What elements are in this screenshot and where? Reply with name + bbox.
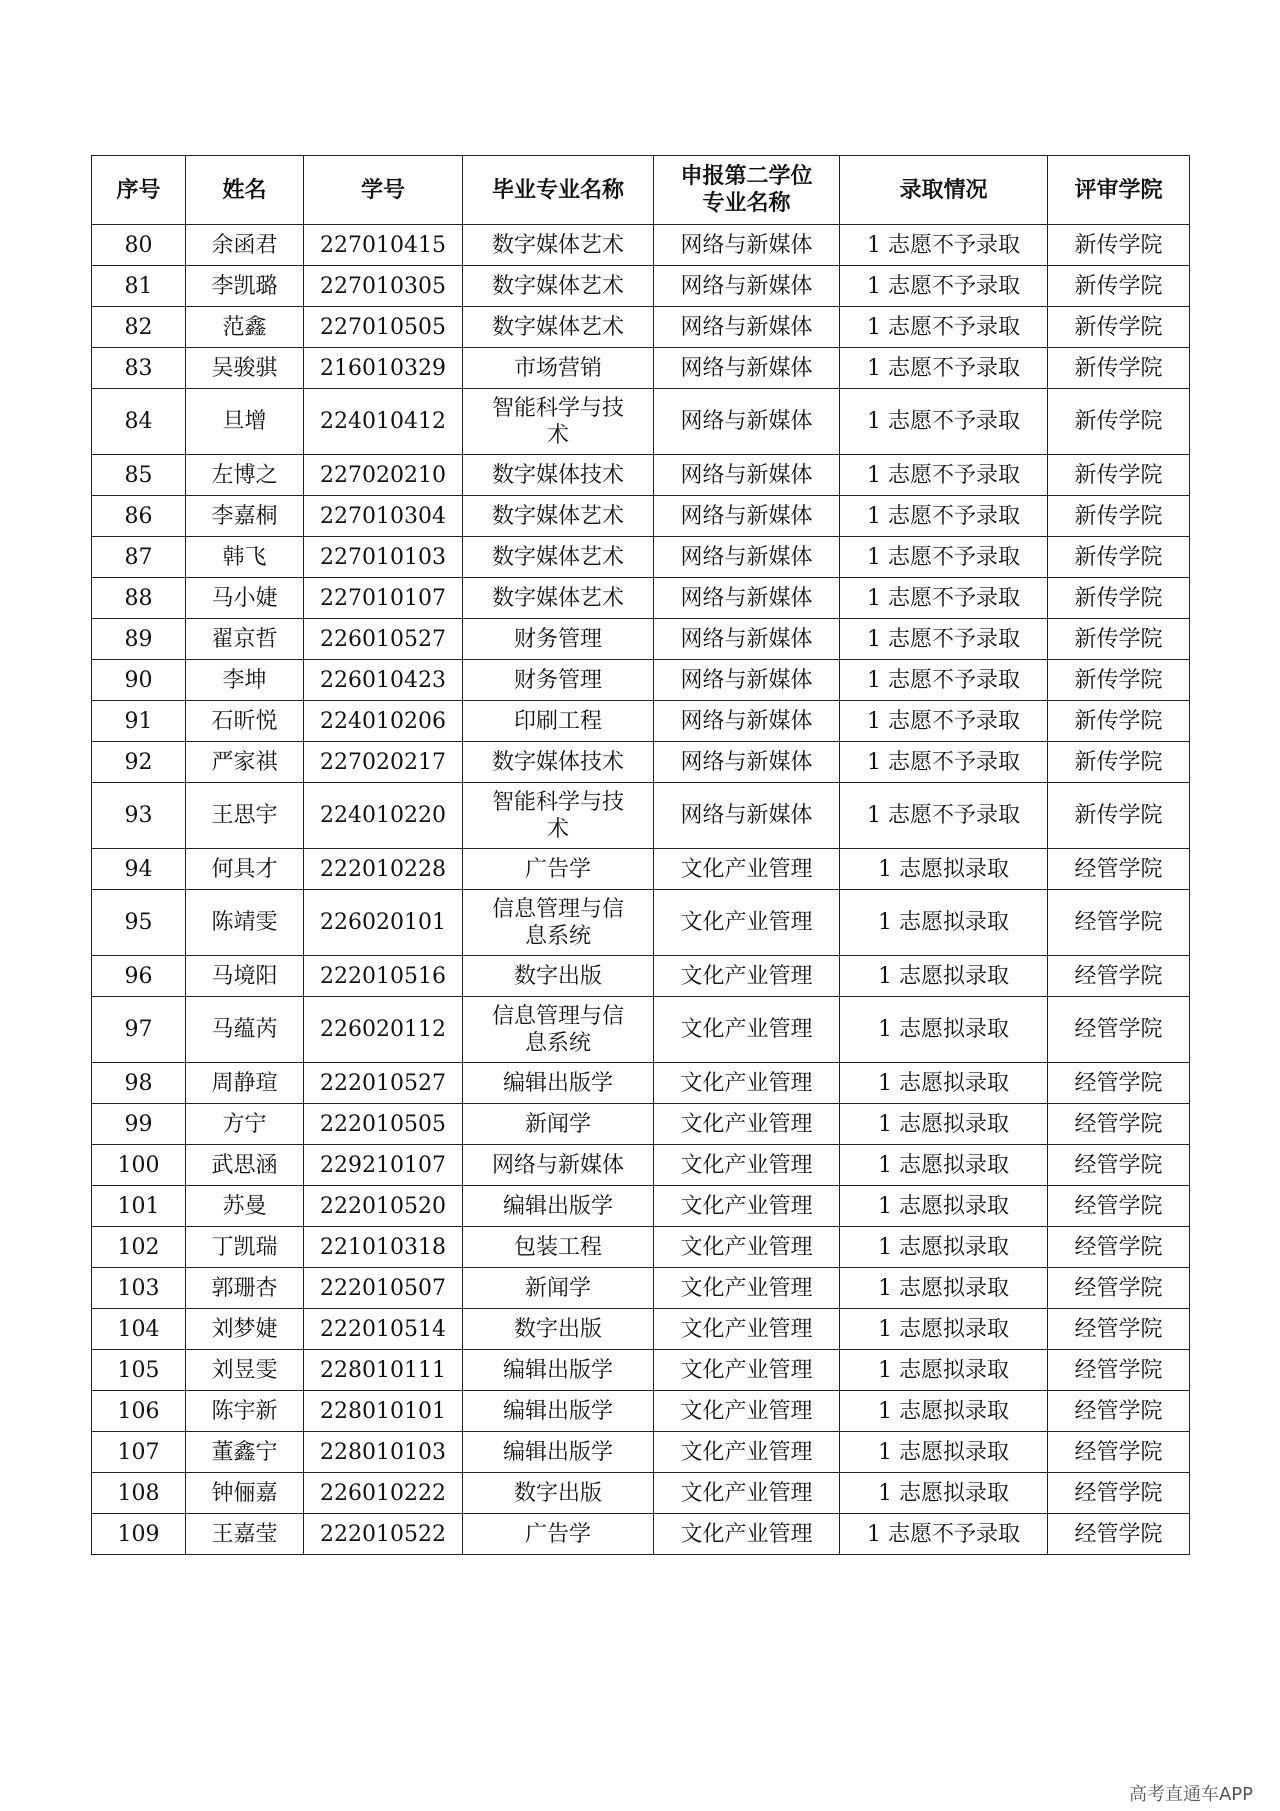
second-degree-major-cell: 网络与新媒体	[654, 496, 840, 537]
admission-status-cell: 1 志愿不予录取	[840, 660, 1048, 701]
index-cell: 96	[92, 956, 186, 997]
second-degree-major-cell: 文化产业管理	[654, 1473, 840, 1514]
table-row	[92, 890, 1190, 956]
index-cell: 105	[92, 1350, 186, 1391]
index-cell: 103	[92, 1268, 186, 1309]
admission-status-cell: 1 志愿不予录取	[840, 455, 1048, 496]
grad-major-cell: 数字媒体艺术	[463, 307, 654, 348]
admission-status-cell: 1 志愿拟录取	[840, 1227, 1048, 1268]
table-row	[92, 1104, 1190, 1145]
student-id-cell: 226010423	[304, 660, 463, 701]
index-cell: 80	[92, 225, 186, 266]
name-cell: 郭珊杏	[186, 1268, 304, 1309]
second-degree-major-cell: 网络与新媒体	[654, 266, 840, 307]
name-cell: 周静瑄	[186, 1063, 304, 1104]
review-college-cell: 经管学院	[1048, 1063, 1190, 1104]
index-cell: 83	[92, 348, 186, 389]
admission-status-cell: 1 志愿拟录取	[840, 1063, 1048, 1104]
index-cell: 107	[92, 1432, 186, 1473]
review-college-cell: 经管学院	[1048, 1514, 1190, 1555]
table-row	[92, 997, 1190, 1063]
second-degree-major-cell: 网络与新媒体	[654, 578, 840, 619]
name-cell: 马小婕	[186, 578, 304, 619]
table-row	[92, 348, 1190, 389]
index-cell: 104	[92, 1309, 186, 1350]
student-id-cell: 227010107	[304, 578, 463, 619]
index-cell: 108	[92, 1473, 186, 1514]
review-college-cell: 新传学院	[1048, 455, 1190, 496]
table-row	[92, 455, 1190, 496]
name-cell: 王嘉莹	[186, 1514, 304, 1555]
second-degree-major-cell: 文化产业管理	[654, 1268, 840, 1309]
admission-status-cell: 1 志愿不予录取	[840, 1514, 1048, 1555]
grad-major-cell: 数字媒体技术	[463, 455, 654, 496]
index-cell: 93	[92, 783, 186, 849]
admission-status-cell: 1 志愿拟录取	[840, 1350, 1048, 1391]
grad-major-cell: 数字出版	[463, 1309, 654, 1350]
index-cell: 99	[92, 1104, 186, 1145]
grad-major-cell: 市场营销	[463, 348, 654, 389]
review-college-cell: 新传学院	[1048, 742, 1190, 783]
name-cell: 方宁	[186, 1104, 304, 1145]
name-cell: 马境阳	[186, 956, 304, 997]
admission-status-cell: 1 志愿拟录取	[840, 1145, 1048, 1186]
student-id-cell: 224010220	[304, 783, 463, 849]
review-college-cell: 经管学院	[1048, 1473, 1190, 1514]
table-row	[92, 307, 1190, 348]
name-cell: 刘梦婕	[186, 1309, 304, 1350]
index-cell: 100	[92, 1145, 186, 1186]
admission-status-cell: 1 志愿拟录取	[840, 1391, 1048, 1432]
index-cell: 106	[92, 1391, 186, 1432]
second-degree-major-cell: 文化产业管理	[654, 1145, 840, 1186]
name-cell: 李嘉桐	[186, 496, 304, 537]
grad-major-cell: 新闻学	[463, 1268, 654, 1309]
second-degree-major-cell: 文化产业管理	[654, 1432, 840, 1473]
student-id-cell: 226010527	[304, 619, 463, 660]
admission-status-cell: 1 志愿不予录取	[840, 701, 1048, 742]
review-college-cell: 新传学院	[1048, 389, 1190, 455]
second-degree-major-cell: 网络与新媒体	[654, 455, 840, 496]
admission-status-cell: 1 志愿不予录取	[840, 783, 1048, 849]
student-id-cell: 222010522	[304, 1514, 463, 1555]
table-row	[92, 660, 1190, 701]
student-id-cell: 222010516	[304, 956, 463, 997]
name-cell: 董鑫宁	[186, 1432, 304, 1473]
index-cell: 87	[92, 537, 186, 578]
name-cell: 武思涵	[186, 1145, 304, 1186]
header-col-admission-status: 录取情况	[840, 156, 1048, 225]
admission-status-cell: 1 志愿拟录取	[840, 997, 1048, 1063]
review-college-cell: 经管学院	[1048, 1309, 1190, 1350]
grad-major-cell: 广告学	[463, 1514, 654, 1555]
table-body	[92, 225, 1190, 1555]
admission-status-cell: 1 志愿拟录取	[840, 849, 1048, 890]
table-row	[92, 956, 1190, 997]
student-id-cell: 227020210	[304, 455, 463, 496]
table-row	[92, 701, 1190, 742]
admission-status-cell: 1 志愿不予录取	[840, 266, 1048, 307]
admission-status-cell: 1 志愿拟录取	[840, 1268, 1048, 1309]
index-cell: 82	[92, 307, 186, 348]
student-id-cell: 216010329	[304, 348, 463, 389]
second-degree-major-cell: 网络与新媒体	[654, 742, 840, 783]
second-degree-major-cell: 文化产业管理	[654, 849, 840, 890]
grad-major-cell: 智能科学与技 术	[463, 389, 654, 455]
grad-major-cell: 数字出版	[463, 1473, 654, 1514]
second-degree-major-cell: 网络与新媒体	[654, 701, 840, 742]
student-id-cell: 222010520	[304, 1186, 463, 1227]
second-degree-major-cell: 文化产业管理	[654, 1309, 840, 1350]
grad-major-cell: 编辑出版学	[463, 1350, 654, 1391]
student-id-cell: 222010514	[304, 1309, 463, 1350]
name-cell: 刘昱雯	[186, 1350, 304, 1391]
grad-major-cell: 财务管理	[463, 660, 654, 701]
table-header-row	[92, 156, 1190, 225]
second-degree-major-cell: 网络与新媒体	[654, 537, 840, 578]
grad-major-cell: 智能科学与技 术	[463, 783, 654, 849]
admission-status-cell: 1 志愿不予录取	[840, 496, 1048, 537]
review-college-cell: 新传学院	[1048, 537, 1190, 578]
table-row	[92, 1309, 1190, 1350]
index-cell: 81	[92, 266, 186, 307]
grad-major-cell: 数字媒体艺术	[463, 578, 654, 619]
grad-major-cell: 数字媒体艺术	[463, 496, 654, 537]
name-cell: 丁凯瑞	[186, 1227, 304, 1268]
table-row	[92, 1391, 1190, 1432]
review-college-cell: 经管学院	[1048, 1145, 1190, 1186]
student-id-cell: 227010415	[304, 225, 463, 266]
header-col-name: 姓名	[186, 156, 304, 225]
student-id-cell: 228010103	[304, 1432, 463, 1473]
index-cell: 109	[92, 1514, 186, 1555]
second-degree-major-cell: 文化产业管理	[654, 1227, 840, 1268]
index-cell: 85	[92, 455, 186, 496]
name-cell: 李凯璐	[186, 266, 304, 307]
student-id-cell: 224010412	[304, 389, 463, 455]
review-college-cell: 经管学院	[1048, 1391, 1190, 1432]
second-degree-major-cell: 网络与新媒体	[654, 660, 840, 701]
student-id-cell: 224010206	[304, 701, 463, 742]
admission-status-cell: 1 志愿拟录取	[840, 1473, 1048, 1514]
table-row	[92, 1145, 1190, 1186]
review-college-cell: 新传学院	[1048, 701, 1190, 742]
table-row	[92, 1514, 1190, 1555]
table-row	[92, 742, 1190, 783]
review-college-cell: 经管学院	[1048, 1432, 1190, 1473]
second-degree-major-cell: 网络与新媒体	[654, 307, 840, 348]
review-college-cell: 新传学院	[1048, 783, 1190, 849]
table-row	[92, 1186, 1190, 1227]
grad-major-cell: 编辑出版学	[463, 1063, 654, 1104]
admission-status-cell: 1 志愿不予录取	[840, 537, 1048, 578]
header-col-index: 序号	[92, 156, 186, 225]
review-college-cell: 新传学院	[1048, 619, 1190, 660]
index-cell: 94	[92, 849, 186, 890]
second-degree-major-cell: 网络与新媒体	[654, 619, 840, 660]
second-degree-major-cell: 网络与新媒体	[654, 389, 840, 455]
grad-major-cell: 编辑出版学	[463, 1432, 654, 1473]
name-cell: 吴骏骐	[186, 348, 304, 389]
admission-status-cell: 1 志愿拟录取	[840, 1309, 1048, 1350]
table-row	[92, 496, 1190, 537]
index-cell: 101	[92, 1186, 186, 1227]
header-col-grad-major: 毕业专业名称	[463, 156, 654, 225]
watermark-text: 高考直通车APP	[1128, 1784, 1253, 1805]
name-cell: 马蕴芮	[186, 997, 304, 1063]
name-cell: 何具才	[186, 849, 304, 890]
grad-major-cell: 数字媒体艺术	[463, 266, 654, 307]
grad-major-cell: 新闻学	[463, 1104, 654, 1145]
student-id-cell: 228010111	[304, 1350, 463, 1391]
table-row	[92, 1227, 1190, 1268]
table-row	[92, 225, 1190, 266]
admission-status-cell: 1 志愿不予录取	[840, 619, 1048, 660]
student-id-cell: 221010318	[304, 1227, 463, 1268]
student-id-cell: 226020112	[304, 997, 463, 1063]
student-id-cell: 226010222	[304, 1473, 463, 1514]
second-degree-major-cell: 网络与新媒体	[654, 348, 840, 389]
admission-table	[91, 155, 1190, 1555]
grad-major-cell: 数字媒体艺术	[463, 225, 654, 266]
table-row	[92, 578, 1190, 619]
grad-major-cell: 数字媒体技术	[463, 742, 654, 783]
table-row	[92, 619, 1190, 660]
admission-status-cell: 1 志愿不予录取	[840, 578, 1048, 619]
admission-status-cell: 1 志愿不予录取	[840, 742, 1048, 783]
table-row	[92, 1350, 1190, 1391]
admission-status-cell: 1 志愿不予录取	[840, 348, 1048, 389]
review-college-cell: 新传学院	[1048, 225, 1190, 266]
grad-major-cell: 数字出版	[463, 956, 654, 997]
grad-major-cell: 网络与新媒体	[463, 1145, 654, 1186]
index-cell: 84	[92, 389, 186, 455]
index-cell: 86	[92, 496, 186, 537]
second-degree-major-cell: 文化产业管理	[654, 890, 840, 956]
review-college-cell: 新传学院	[1048, 266, 1190, 307]
second-degree-major-cell: 文化产业管理	[654, 1186, 840, 1227]
student-id-cell: 227010505	[304, 307, 463, 348]
name-cell: 王思宇	[186, 783, 304, 849]
second-degree-major-cell: 文化产业管理	[654, 956, 840, 997]
review-college-cell: 新传学院	[1048, 307, 1190, 348]
review-college-cell: 经管学院	[1048, 1104, 1190, 1145]
review-college-cell: 经管学院	[1048, 1268, 1190, 1309]
admission-status-cell: 1 志愿拟录取	[840, 1186, 1048, 1227]
index-cell: 89	[92, 619, 186, 660]
grad-major-cell: 包装工程	[463, 1227, 654, 1268]
name-cell: 严家祺	[186, 742, 304, 783]
index-cell: 97	[92, 997, 186, 1063]
review-college-cell: 新传学院	[1048, 578, 1190, 619]
index-cell: 95	[92, 890, 186, 956]
second-degree-major-cell: 文化产业管理	[654, 1063, 840, 1104]
second-degree-major-cell: 文化产业管理	[654, 1350, 840, 1391]
admission-status-cell: 1 志愿拟录取	[840, 1104, 1048, 1145]
grad-major-cell: 信息管理与信 息系统	[463, 890, 654, 956]
grad-major-cell: 数字媒体艺术	[463, 537, 654, 578]
name-cell: 翟京哲	[186, 619, 304, 660]
table-row	[92, 389, 1190, 455]
name-cell: 旦增	[186, 389, 304, 455]
second-degree-major-cell: 文化产业管理	[654, 1514, 840, 1555]
review-college-cell: 新传学院	[1048, 348, 1190, 389]
name-cell: 陈宇新	[186, 1391, 304, 1432]
student-id-cell: 227010305	[304, 266, 463, 307]
admission-status-cell: 1 志愿拟录取	[840, 956, 1048, 997]
name-cell: 余函君	[186, 225, 304, 266]
index-cell: 98	[92, 1063, 186, 1104]
second-degree-major-cell: 网络与新媒体	[654, 783, 840, 849]
student-id-cell: 222010527	[304, 1063, 463, 1104]
second-degree-major-cell: 网络与新媒体	[654, 225, 840, 266]
table-row	[92, 537, 1190, 578]
review-college-cell: 新传学院	[1048, 660, 1190, 701]
review-college-cell: 经管学院	[1048, 1350, 1190, 1391]
admission-status-cell: 1 志愿不予录取	[840, 389, 1048, 455]
review-college-cell: 经管学院	[1048, 956, 1190, 997]
index-cell: 91	[92, 701, 186, 742]
name-cell: 左博之	[186, 455, 304, 496]
index-cell: 88	[92, 578, 186, 619]
grad-major-cell: 广告学	[463, 849, 654, 890]
table-row	[92, 1268, 1190, 1309]
table-row	[92, 1063, 1190, 1104]
admission-status-cell: 1 志愿不予录取	[840, 307, 1048, 348]
name-cell: 范鑫	[186, 307, 304, 348]
grad-major-cell: 财务管理	[463, 619, 654, 660]
admission-status-cell: 1 志愿不予录取	[840, 225, 1048, 266]
student-id-cell: 227010304	[304, 496, 463, 537]
header-col-second-degree-major: 申报第二学位 专业名称	[654, 156, 840, 225]
review-college-cell: 经管学院	[1048, 890, 1190, 956]
name-cell: 石昕悦	[186, 701, 304, 742]
header-col-student-id: 学号	[304, 156, 463, 225]
review-college-cell: 经管学院	[1048, 849, 1190, 890]
table-row	[92, 849, 1190, 890]
index-cell: 102	[92, 1227, 186, 1268]
name-cell: 李坤	[186, 660, 304, 701]
student-id-cell: 229210107	[304, 1145, 463, 1186]
name-cell: 陈靖雯	[186, 890, 304, 956]
review-college-cell: 经管学院	[1048, 1227, 1190, 1268]
second-degree-major-cell: 文化产业管理	[654, 1391, 840, 1432]
review-college-cell: 新传学院	[1048, 496, 1190, 537]
grad-major-cell: 编辑出版学	[463, 1186, 654, 1227]
table-row	[92, 1473, 1190, 1514]
student-id-cell: 227010103	[304, 537, 463, 578]
index-cell: 92	[92, 742, 186, 783]
review-college-cell: 经管学院	[1048, 997, 1190, 1063]
student-id-cell: 222010505	[304, 1104, 463, 1145]
name-cell: 钟俪嘉	[186, 1473, 304, 1514]
review-college-cell: 经管学院	[1048, 1186, 1190, 1227]
student-id-cell: 227020217	[304, 742, 463, 783]
second-degree-major-cell: 文化产业管理	[654, 997, 840, 1063]
name-cell: 苏曼	[186, 1186, 304, 1227]
grad-major-cell: 信息管理与信 息系统	[463, 997, 654, 1063]
student-id-cell: 222010507	[304, 1268, 463, 1309]
header-col-review-college: 评审学院	[1048, 156, 1190, 225]
table-row	[92, 1432, 1190, 1473]
student-id-cell: 228010101	[304, 1391, 463, 1432]
admission-status-cell: 1 志愿拟录取	[840, 890, 1048, 956]
table-row	[92, 783, 1190, 849]
admission-status-cell: 1 志愿拟录取	[840, 1432, 1048, 1473]
table-row	[92, 266, 1190, 307]
grad-major-cell: 印刷工程	[463, 701, 654, 742]
student-id-cell: 222010228	[304, 849, 463, 890]
name-cell: 韩飞	[186, 537, 304, 578]
grad-major-cell: 编辑出版学	[463, 1391, 654, 1432]
second-degree-major-cell: 文化产业管理	[654, 1104, 840, 1145]
student-id-cell: 226020101	[304, 890, 463, 956]
index-cell: 90	[92, 660, 186, 701]
